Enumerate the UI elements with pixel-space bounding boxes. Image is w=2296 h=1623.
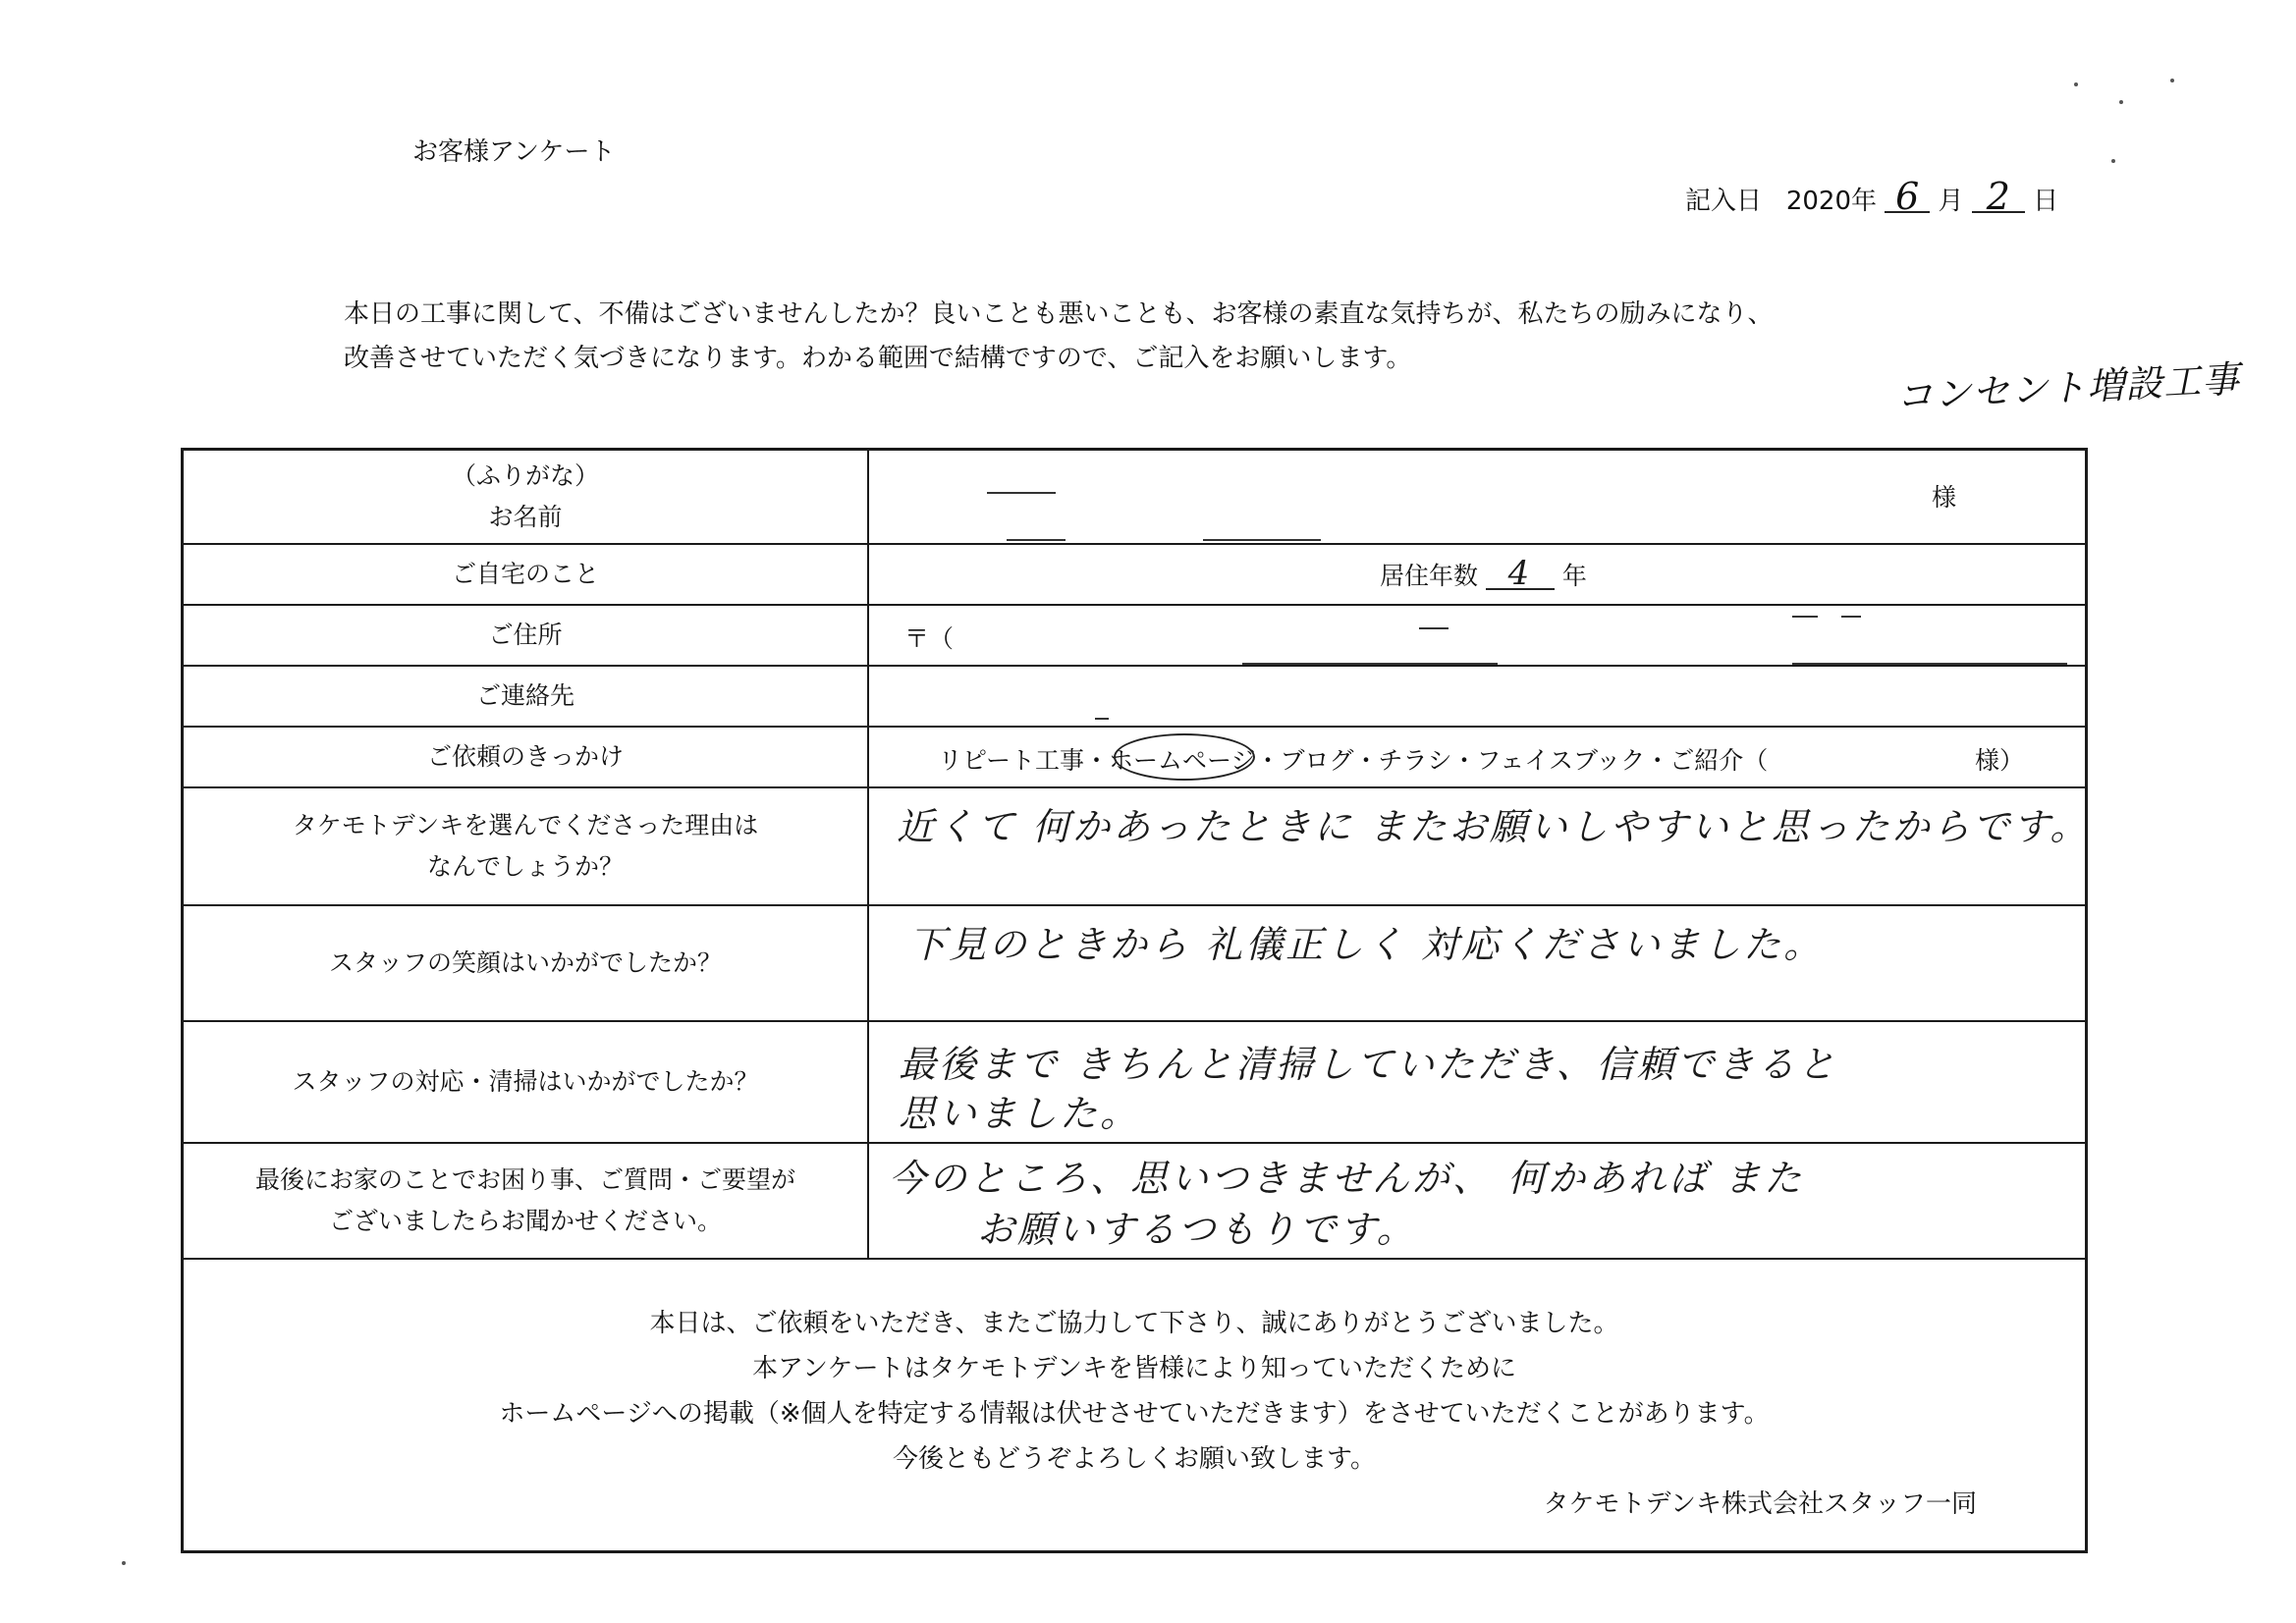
trigger-options-after: ・ブログ・チラシ・フェイスブック・ご紹介（ [1255, 746, 1769, 775]
contact-label: ご連絡先 [184, 667, 869, 726]
requests-answer-line-2: お願いするつもりです。 [977, 1208, 1417, 1251]
closing-line-3: ホームページへの掲載（※個人を特定する情報は伏せさせていただきます）をさせていただくことがあります。 [499, 1399, 1770, 1429]
redaction-mark [1242, 663, 1498, 665]
address-field[interactable] [869, 606, 2085, 665]
entry-date [1685, 175, 2059, 218]
closing-message [184, 1260, 2085, 1550]
residence-years-handwritten: 4 [1486, 559, 1555, 590]
requests-label-line-2: ございましたらお聞かせください。 [328, 1207, 722, 1235]
closing-line-2: 本アンケートはタケモトデンキを皆様により知っていただくために [752, 1354, 1516, 1383]
scan-speck [2170, 79, 2174, 82]
residence-years-unit: 年 [1561, 562, 1587, 590]
requests-answer-line-1: 今のところ、思いつきませんが、 何かあれば また [889, 1157, 1805, 1200]
row-address [184, 606, 2085, 667]
requests-label-line-1: 最後にお家のことでお困り事、ご質問・ご要望が [254, 1165, 795, 1194]
smile-label: スタッフの笑顔はいかがでしたか？ [184, 906, 869, 1020]
redaction-mark [1792, 663, 2067, 665]
day-unit: 日 [2033, 187, 2059, 216]
trigger-option-homepage-selected[interactable] [1133, 741, 1256, 777]
residence-years-label: 居住年数 [1380, 562, 1479, 590]
furigana-label: （ふりがな） [451, 461, 599, 490]
redaction-mark [1095, 718, 1109, 720]
trigger-field[interactable] [869, 728, 2085, 786]
redaction-mark [1792, 616, 1818, 618]
trigger-options-end: 様） [1975, 746, 2025, 775]
reason-label-cell [184, 788, 869, 904]
trigger-label: ご依頼のきっかけ [184, 728, 869, 786]
reason-answer-field[interactable] [869, 788, 2091, 904]
closing-line-4: 今後ともどうぞよろしくお願い致します。 [893, 1444, 1376, 1474]
intro-text [344, 293, 1773, 381]
name-label-cell [184, 451, 869, 543]
scan-speck [122, 1561, 126, 1565]
month-unit: 月 [1938, 187, 1964, 216]
selection-circle [1114, 733, 1255, 781]
row-contact [184, 667, 2085, 728]
row-home [184, 545, 2085, 606]
requests-answer-field[interactable] [869, 1144, 2085, 1258]
name-label: お名前 [488, 503, 563, 531]
scan-speck [2119, 100, 2123, 104]
closing-line-1: 本日は、ご依頼をいただき、またご協力して下さり、誠にありがとうございました。 [649, 1309, 1619, 1338]
redaction-mark [987, 492, 1056, 494]
job-note-handwritten: コンセント増設工事 [1894, 356, 2242, 419]
service-answer-line-2: 思いました。 [899, 1092, 1141, 1135]
intro-line-1: 本日の工事に関して、不備はございませんしたか？良いことも悪いことも、お客様の素直な気持ちが、私たちの励みになり、 [344, 299, 1774, 329]
row-reason [184, 788, 2091, 906]
intro-line-2: 改善させていただく気づきになります。わかる範囲で結構ですので、ご記入をお願いします。 [344, 344, 1412, 373]
date-month-handwritten: 6 [1885, 182, 1930, 213]
redaction-mark [1419, 627, 1449, 629]
service-label: スタッフの対応・清掃はいかがでしたか？ [184, 1022, 869, 1142]
name-honorific: 様 [1932, 483, 1957, 512]
date-label: 記入日 [1685, 187, 1763, 216]
requests-label-cell [184, 1144, 869, 1258]
smile-answer-handwritten: 下見のときから 礼儀正しく 対応くださいました。 [908, 923, 1825, 966]
trigger-option-homepage-label: ームページ [1133, 746, 1256, 775]
trigger-options-before: リピート工事・ホ [938, 746, 1134, 775]
home-label: ご自宅のこと [184, 545, 869, 604]
home-field[interactable] [869, 545, 2085, 604]
smile-answer-field[interactable] [869, 906, 2085, 1020]
row-smile [184, 906, 2085, 1022]
service-answer-line-1: 最後まで きちんと清掃していただき、信頼できると [899, 1043, 1838, 1086]
reason-label-line-1: タケモトデンキを選んでくださった理由は [292, 811, 759, 839]
contact-field[interactable] [869, 667, 2085, 726]
survey-form [181, 448, 2091, 1553]
date-day-handwritten: 2 [1972, 182, 2025, 213]
redaction-mark [1007, 539, 1066, 541]
row-name [184, 451, 2085, 545]
scan-speck [2111, 159, 2115, 163]
name-field[interactable] [869, 451, 2085, 543]
date-year: 2020年 [1785, 187, 1877, 216]
postal-prefix: 〒（ [904, 624, 955, 653]
scan-speck [2074, 82, 2078, 86]
row-requests [184, 1144, 2085, 1260]
residence-years [1380, 554, 1587, 593]
document-title: お客様アンケート [412, 137, 616, 167]
closing-signature: タケモトデンキ株式会社スタッフ一同 [1543, 1489, 1977, 1519]
trigger-options [938, 741, 1768, 777]
reason-answer-handwritten: 近くて 何かあったときに またお願いしやすいと思ったからです。 [897, 805, 2091, 848]
redaction-mark [1841, 616, 1861, 618]
row-service [184, 1022, 2085, 1144]
row-trigger [184, 728, 2085, 788]
address-label: ご住所 [184, 606, 869, 665]
reason-label-line-2: なんでしょうか？ [426, 852, 624, 881]
service-answer-field[interactable] [869, 1022, 2085, 1142]
redaction-mark [1203, 539, 1321, 541]
